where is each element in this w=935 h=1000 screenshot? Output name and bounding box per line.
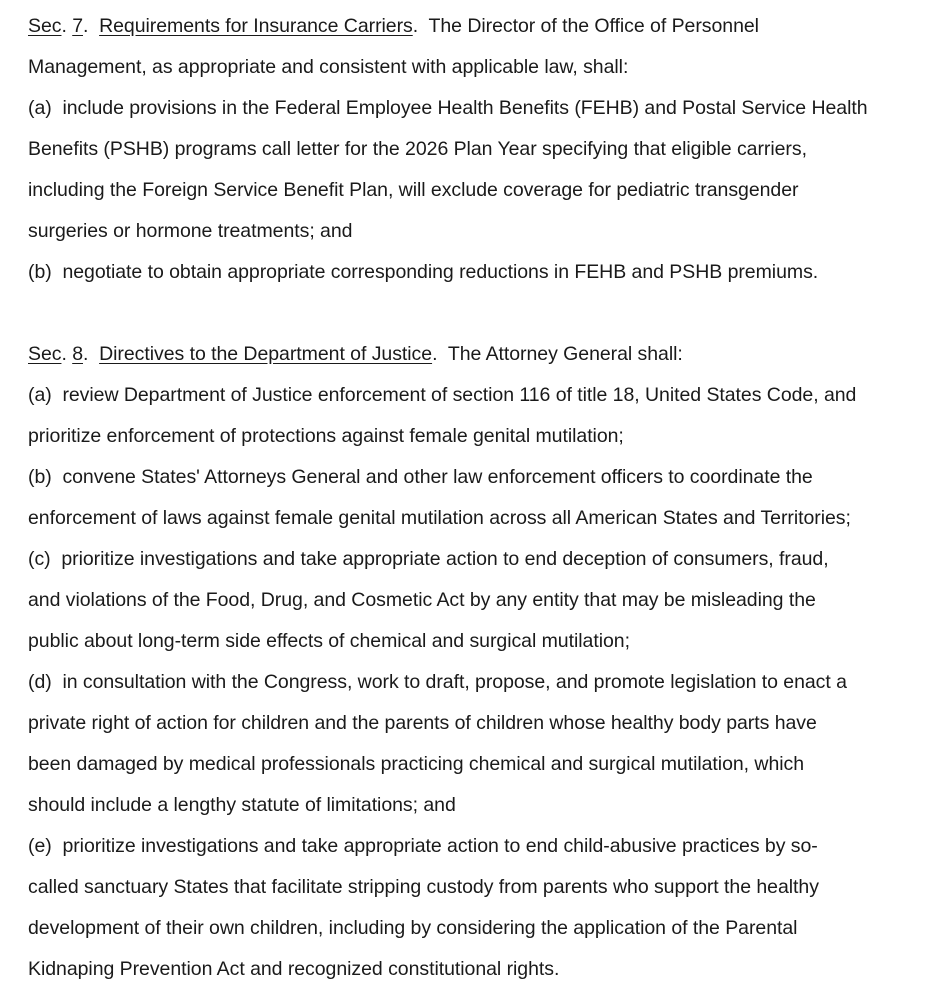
sec8-item-c-label: (c) <box>28 548 51 570</box>
sec8-heading-line: Sec. 8. Directives to the Department of Justice. The Attorney General shall: <box>28 343 683 365</box>
sec8-item-a-line2: prioritize enforcement of protections against female genital mutilation; <box>28 425 624 447</box>
sec7-item-b-text: negotiate to obtain appropriate corresponding reductions in FEHB and PSHB premiums. <box>62 261 819 283</box>
sec7-item-a-line1 <box>28 88 923 129</box>
sec8-item-e-label: (e) <box>28 835 52 857</box>
sec8-item-b-label: (b) <box>28 466 52 488</box>
section-spacer <box>28 293 923 334</box>
sec7-number: 7 <box>72 15 83 37</box>
sec8-item-d-line1 <box>28 662 923 703</box>
sec8-item-d-line3: been damaged by medical professionals practicing chemical and surgical mutilation, which <box>28 753 805 775</box>
sec7-item-b-label: (b) <box>28 261 52 283</box>
sec8-item-c-text: prioritize investigations and take appropriate action to end deception of consumers, fraud, <box>61 548 829 570</box>
sec7-sec-word: Sec <box>28 15 62 37</box>
sec7-heading: Requirements for Insurance Carriers <box>99 15 413 37</box>
sec8-item-d-label: (d) <box>28 671 52 693</box>
document-body <box>28 6 923 990</box>
sec8-item-b-line2: enforcement of laws against female genital mutilation across all American States and Territories; <box>28 507 851 529</box>
sec8-item-a-text: review Department of Justice enforcement of section 116 of title 18, United States Code, and <box>62 384 857 406</box>
sec8-item-c-line1 <box>28 539 923 580</box>
sec8-item-d-text: in consultation with the Congress, work to draft, propose, and promote legislation to enact a <box>62 671 847 693</box>
sec8-item-e-text: prioritize investigations and take appropriate action to end child-abusive practices by so- <box>62 835 818 857</box>
sec8-sec-word: Sec <box>28 343 62 365</box>
sec7-item-a-line2: Benefits (PSHB) programs call letter for the 2026 Plan Year specifying that eligible carriers, <box>28 138 807 160</box>
sec7-item-a-line4: surgeries or hormone treatments; and <box>28 220 353 242</box>
sec8-lead-line1: The Attorney General shall: <box>447 343 683 365</box>
sec8-item-a-label: (a) <box>28 384 52 406</box>
sec7-lead-line1: The Director of the Office of Personnel <box>428 15 759 37</box>
sec7-heading-line: Sec. 7. Requirements for Insurance Carriers. The Director of the Office of Personnel <box>28 15 759 37</box>
sec7-lead-line2: Management, as appropriate and consistent with applicable law, shall: <box>28 56 629 78</box>
sec7-item-a-line3: including the Foreign Service Benefit Plan, will exclude coverage for pediatric transgender <box>28 179 799 201</box>
sec7-item-a-label: (a) <box>28 97 52 119</box>
sec8-number: 8 <box>72 343 83 365</box>
sec8-item-d-line2: private right of action for children and the parents of children whose healthy body parts have <box>28 712 817 734</box>
sec8-item-c-line3: public about long-term side effects of chemical and surgical mutilation; <box>28 630 630 652</box>
sec8-item-b-text: convene States' Attorneys General and other law enforcement officers to coordinate the <box>62 466 813 488</box>
sec8-item-e-line4: Kidnaping Prevention Act and recognized constitutional rights. <box>28 958 560 980</box>
sec8-item-e-line2: called sanctuary States that facilitate stripping custody from parents who support the healthy <box>28 876 819 898</box>
sec8-item-a-line1 <box>28 375 923 416</box>
sec8-heading: Directives to the Department of Justice <box>99 343 433 365</box>
sec7-item-a-text: include provisions in the Federal Employee Health Benefits (FEHB) and Postal Service Health <box>62 97 868 119</box>
sec8-item-c-line2: and violations of the Food, Drug, and Cosmetic Act by any entity that may be misleading the <box>28 589 816 611</box>
sec8-item-e-line3: development of their own children, including by considering the application of the Parental <box>28 917 798 939</box>
sec7-item-b-line1 <box>28 252 923 293</box>
sec8-item-e-line1 <box>28 826 923 867</box>
sec8-item-b-line1 <box>28 457 923 498</box>
sec8-item-d-line4: should include a lengthy statute of limitations; and <box>28 794 456 816</box>
